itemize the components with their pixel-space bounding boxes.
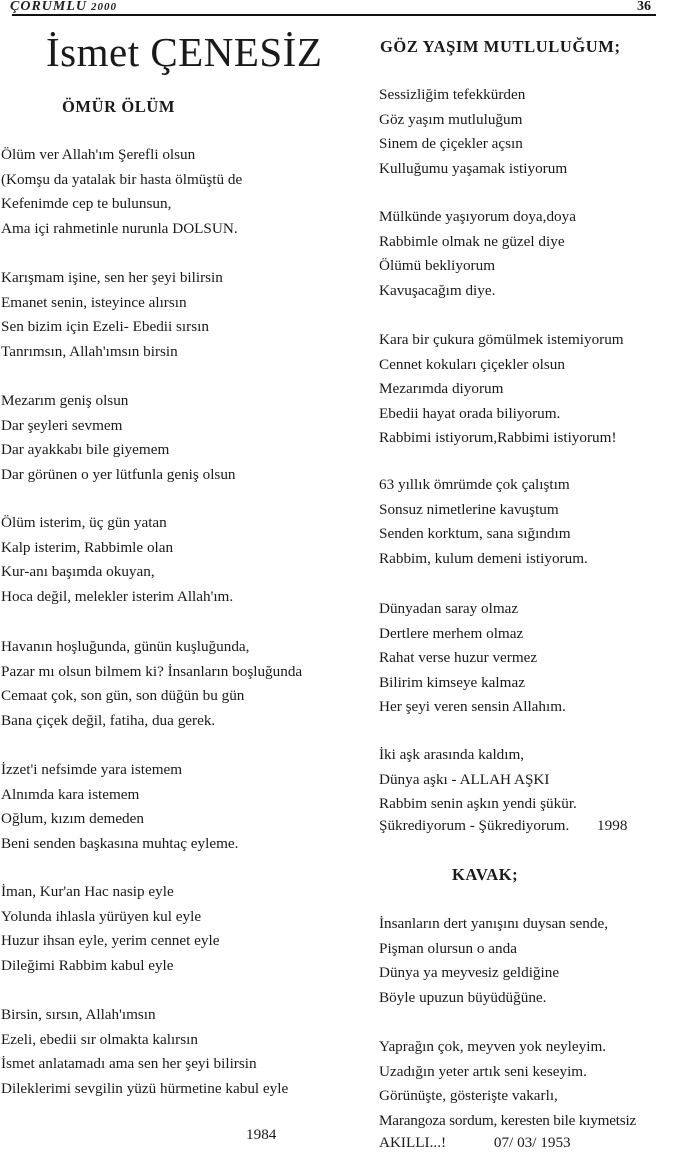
verse-line: Cemaat çok, son gün, son düğün bu gün	[1, 687, 245, 705]
verse-line: Ezeli, ebedii sır olmakta kalırsın	[1, 1030, 198, 1048]
verse-line: Kur-anı başımda okuyan,	[1, 563, 155, 581]
verse-line: Ölüm ver Allah'ım Şerefli olsun	[1, 146, 196, 163]
verse-line: Ebedii hayat orada biliyorum.	[379, 404, 561, 422]
verse-line: İman, Kur'an Hac nasip eyle	[1, 883, 174, 900]
verse-line: Oğlum, kızım demeden	[1, 810, 144, 828]
stanza	[1, 389, 236, 487]
magazine-brand: ÇORUMLU 2000	[10, 0, 118, 14]
verse-line: Rahat verse huzur vermez	[379, 649, 538, 667]
stanza	[1, 511, 233, 609]
verse-line: Marangoza sordum, keresten bile kıymetsiz	[379, 1111, 637, 1129]
stanza	[1, 880, 219, 978]
stanza	[1, 143, 242, 241]
stanza	[379, 205, 576, 303]
verse-line: Sessizliğim tefekkürden	[379, 86, 526, 103]
verse-line: Huzur ihsan eyle, yerim cennet eyle	[1, 932, 220, 950]
verse-line: İnsanların dert yanışını duysan sende,	[379, 915, 609, 932]
verse-line: Dünya aşkı - ALLAH AŞKI	[379, 770, 550, 788]
verse-line: Sinem de çiçekler açsın	[379, 135, 523, 153]
stanza	[379, 1035, 636, 1133]
poem-title-kavak: KAVAK;	[452, 865, 519, 884]
stanza	[1, 758, 238, 856]
closing-line	[379, 1134, 571, 1152]
author-name: İsmet ÇENESİZ	[46, 29, 323, 75]
verse-line: Dar ayakkabı bile giyemem	[1, 441, 170, 459]
verse-line: Bana çiçek değil, fatiha, dua gerek.	[1, 711, 216, 729]
stanza	[379, 328, 624, 451]
verse-line: Kulluğumu yaşamak istiyorum	[379, 159, 568, 177]
verse-line: Dünya ya meyvesiz geldiğine	[379, 964, 560, 982]
header-rule	[12, 14, 656, 16]
verse-line: Sonsuz nimetlerine kavuştum	[379, 500, 559, 518]
poem-year: 1998	[597, 817, 628, 834]
poem-year: 1984	[246, 1126, 277, 1143]
stanza	[379, 83, 567, 181]
verse-line: Rabbim senin aşkın yendi şükür.	[379, 795, 577, 813]
verse-line: 63 yıllık ömrümde çok çalıştım	[379, 476, 570, 493]
verse-line: (Komşu da yatalak bir hasta ölmüştü de	[1, 170, 243, 188]
verse-line: Dar görünen o yer lütfunla geniş olsun	[1, 465, 236, 483]
verse-line: Kavuşacağım diye.	[379, 281, 496, 299]
verse-line: Ölüm isterim, üç gün yatan	[1, 514, 167, 531]
verse-line: Mezarımda diyorum	[379, 380, 504, 398]
verse-line: Dar şeyleri sevmem	[1, 416, 123, 434]
stanza	[1, 266, 223, 364]
verse-line: Dileklerimi sevgilin yüzü hürmetine kabul eyle	[1, 1079, 289, 1097]
verse-line: Mezarım geniş olsun	[1, 392, 129, 409]
verse-line: Böyle upuzun büyüdüğüne.	[379, 988, 547, 1006]
verse-line: Görünüşte, gösterişte vakarlı,	[379, 1087, 558, 1105]
verse-line: Rabbimle olmak ne güzel diye	[379, 232, 565, 250]
verse-line: Her şeyi veren sensin Allahım.	[379, 698, 566, 716]
verse-line: Yaprağın çok, meyven yok neyleyim.	[379, 1038, 607, 1055]
poem-title-omur-olum: ÖMÜR ÖLÜM	[62, 97, 176, 116]
closing-text: Şükrediyorum - Şükrediyorum.	[379, 817, 570, 834]
verse-line: Tanrımsın, Allah'ımsın birsin	[1, 342, 178, 360]
verse-line: Bilirim kimseye kalmaz	[379, 673, 525, 691]
stanza	[379, 912, 608, 1010]
verse-line: İsmet anlatamadı ama sen her şeyi bilirsin	[1, 1055, 257, 1073]
verse-line: Pazar mı olsun bilmem ki? İnsanların boşluğunda	[1, 662, 303, 680]
verse-line: Rabbimi istiyorum,Rabbimi istiyorum!	[379, 429, 617, 447]
verse-line: Alnımda kara istemem	[1, 785, 140, 803]
verse-line: İki aşk arasında kaldım,	[379, 746, 525, 763]
verse-line: Kefenimde cep te bulunsun,	[1, 195, 172, 213]
verse-line: Uzadığın yeter artık seni keseyim.	[379, 1062, 587, 1080]
verse-line: Rabbim, kulum demeni istiyorum.	[379, 549, 588, 567]
verse-line: Hoca değil, melekler isterim Allah'ım.	[1, 587, 234, 605]
verse-line: Mülkünde yaşıyorum doya,doya	[379, 208, 576, 225]
verse-line: Göz yaşım mutluluğum	[379, 110, 523, 128]
verse-line: Havanın hoşluğunda, günün kuşluğunda,	[1, 638, 250, 655]
stanza	[1, 635, 302, 733]
stanza	[379, 743, 577, 817]
verse-line: Karışmam işine, sen her şeyi bilirsin	[1, 269, 223, 286]
verse-line: Emanet senin, isteyince alırsın	[1, 293, 187, 311]
verse-line: Ama içi rahmetinle nurunla DOLSUN.	[1, 219, 238, 237]
poem-date: 07/ 03/ 1953	[493, 1134, 571, 1151]
closing-text: AKILLI...!	[379, 1134, 447, 1151]
verse-line: Yolunda ihlasla yürüyen kul eyle	[1, 907, 202, 925]
verse-line: Dertlere merhem olmaz	[379, 624, 524, 642]
verse-line: Dünyadan saray olmaz	[379, 600, 519, 617]
magazine-year: 2000	[91, 1, 118, 13]
verse-line: Ölümü bekliyorum	[379, 257, 496, 275]
page-number: 36	[637, 0, 651, 14]
verse-line: Birsin, sırsın, Allah'ımsın	[1, 1006, 156, 1023]
verse-line: İzzet'i nefsimde yara istemem	[1, 761, 183, 778]
closing-line	[379, 817, 627, 835]
verse-line: Cennet kokuları çiçekler olsun	[379, 355, 565, 373]
verse-line: Kara bir çukura gömülmek istemiyorum	[379, 331, 624, 348]
verse-line: Pişman olursun o anda	[379, 939, 517, 957]
verse-line: Beni senden başkasına muhtaç eyleme.	[1, 834, 239, 852]
verse-line: Senden korktum, sana sığındım	[379, 525, 571, 543]
stanza	[379, 473, 588, 571]
verse-line: Kalp isterim, Rabbimle olan	[1, 538, 174, 556]
stanza	[379, 597, 566, 720]
poem-title-goz-yasim: GÖZ YAŞIM MUTLULUĞUM;	[380, 37, 621, 56]
stanza	[1, 1003, 288, 1101]
verse-line: Sen bizim için Ezeli- Ebedii sırsın	[1, 318, 209, 336]
verse-line: Dileğimi Rabbim kabul eyle	[1, 956, 174, 974]
